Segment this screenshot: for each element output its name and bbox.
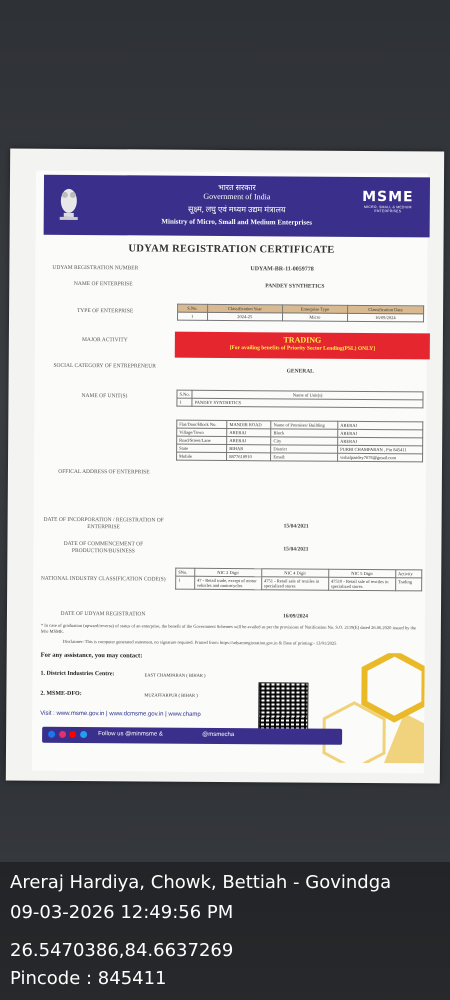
label-address: OFFICAL ADDRESS OF ENTERPRISE	[58, 468, 150, 476]
hexagon-decoration	[314, 653, 425, 764]
contact-dic-label: 1. District Industries Centre:	[40, 670, 115, 678]
nic-td-sno: 1	[176, 576, 195, 589]
address-cell: ARERAJ	[227, 429, 271, 437]
address-cell: State	[177, 444, 227, 452]
incorporation-value: 15/04/2021	[283, 523, 309, 530]
type-td-sno: 1	[178, 312, 208, 320]
type-th-date: Classification Date	[347, 305, 423, 314]
units-th-sno: S.No.	[177, 390, 192, 398]
nic-th-sno: SNo.	[176, 568, 195, 576]
activity-banner	[175, 332, 430, 360]
msme-logo	[356, 189, 420, 219]
disclaimer: Disclaimer: This is computer generated statement, no signature required. Printed from: https://udyamregistration.gov.in & Date of printing:- 13/01/2025	[62, 638, 337, 646]
nic-td-4: 4751 - Retail sale of textiles in specialized stores	[261, 577, 328, 590]
label-social-category: SOCIAL CATEGORY OF ENTREPRENEUR	[53, 362, 156, 370]
address-cell: Name of Premises/ Building	[271, 421, 338, 429]
type-th-year: Classification Year	[207, 304, 283, 313]
address-cell: ARERAJ	[338, 437, 423, 446]
social-icons	[48, 731, 89, 740]
ministry-name: Ministry of Micro, Small and Medium Enterprises	[161, 217, 313, 227]
label-reg-number: UDYAM REGISTRATION NUMBER	[52, 264, 139, 272]
address-cell: Email:	[271, 453, 338, 461]
type-th-sno: S.No.	[178, 304, 208, 312]
reg-number-value: UDYAM-BR-11-0059778	[250, 266, 314, 273]
units-td-name: PANDEY SYNTHETICS	[192, 398, 423, 408]
units-td-sno: 1	[177, 398, 192, 406]
follow-text-2: @msmecha	[202, 731, 235, 739]
nic-th-5: NIC 5 Digit	[328, 569, 395, 577]
enterprise-name-value: PANDEY SYNTHETICS	[265, 283, 325, 290]
address-cell: PURBI CHAMPARAN , Pin 845411	[338, 445, 423, 454]
address-cell: Mobile	[177, 452, 227, 460]
label-incorporation: DATE OF INCORPORATION / REGISTRATION OF ENTERPRISE	[43, 516, 164, 531]
hindi-ministry: सूक्ष्म, लघु एवं मध्यम उद्यम मंत्रालय	[187, 204, 286, 215]
hindi-country: भारत सरकार	[218, 182, 256, 193]
address-cell: Road/Street/Lane	[177, 436, 227, 444]
address-cell: ARERAJ	[338, 421, 423, 430]
address-cell: ARERAJ	[338, 429, 423, 438]
type-td-date: 16/09/2024	[347, 313, 423, 322]
certificate-title: UDYAM REGISTRATION CERTIFICATE	[128, 243, 335, 256]
geotag-address: Areraj Hardiya, Chowk, Bettiah - Govindga	[10, 872, 392, 893]
type-th-type: Enterprise Type	[283, 305, 348, 313]
address-cell: 8877618910	[227, 453, 271, 461]
activity-note: [For availing benefits of Priority Sector Lending(PSL) ONLY]	[229, 345, 376, 353]
msme-logo-subtext: MICRO, SMALL & MEDIUM ENTERPRISES	[363, 204, 412, 214]
table-row	[176, 576, 422, 591]
units-table	[176, 390, 423, 409]
contact-dfo-label: 2. MSME-DFO:	[40, 690, 82, 698]
type-td-year: 2024-25	[207, 312, 283, 321]
youtube-icon[interactable]	[69, 731, 76, 738]
certificate-paper	[6, 148, 444, 783]
table-row	[178, 312, 424, 322]
nic-th-2: NIC 2 Digit	[194, 568, 261, 576]
address-table	[176, 420, 423, 463]
contact-dfo-value: MUZAFFARPUR ( BIHAR )	[144, 692, 198, 698]
label-nic: NATIONAL INDUSTRY CLASSIFICATION CODE(S)	[40, 575, 166, 583]
address-cell: BIHAR	[227, 445, 271, 453]
label-type: TYPE OF ENTERPRISE	[76, 307, 134, 315]
label-enterprise-name: NAME OF ENTERPRISE	[73, 280, 133, 288]
nic-td-5: 47510 - Retail sale of textiles in specialized stores	[328, 577, 395, 590]
label-udyam-date: DATE OF UDYAM REGISTRATION	[60, 610, 146, 618]
label-units: NAME OF UNIT(S)	[81, 392, 128, 400]
geotag-caption	[0, 862, 450, 1000]
graduation-note: * In case of graduation (upward/reverse) of status of an enterprise, the benefit of the Government Schemes will be availed as per the provisions of Notification No. S.O. 2119(E) dated 26.06.2020 issued by the M/o MSME.	[40, 622, 417, 634]
visit-links[interactable]: Visit : www.msme.gov.in | www.dcmsme.gov.in | www.champ	[40, 710, 201, 718]
activity-main: TRADING	[283, 335, 322, 345]
address-cell: Block	[271, 429, 338, 437]
header-banner	[44, 175, 430, 238]
twitter-icon[interactable]	[80, 731, 87, 738]
address-cell: Village/Town	[177, 428, 227, 436]
country-name: Government of India	[203, 191, 271, 202]
nic-td-2: 47 - Retail trade, except of motor vehicles and motorcycles	[194, 576, 261, 589]
social-bar	[42, 727, 342, 745]
social-category-value: GENERAL	[286, 368, 314, 375]
label-major-activity: MAJOR ACTIVITY	[82, 336, 128, 344]
address-cell: District	[271, 445, 338, 453]
assistance-heading: For any assistance, you may contact:	[40, 651, 143, 660]
msme-logo-text: MSME	[362, 188, 414, 206]
follow-text-1: Follow us @minmsme &	[98, 731, 163, 738]
udyam-date-value: 16/09/2024	[282, 613, 309, 620]
nic-td-activity: Trading	[395, 578, 421, 591]
instagram-icon[interactable]	[59, 731, 66, 738]
facebook-icon[interactable]	[48, 731, 55, 738]
address-cell: ARERAJ	[227, 437, 271, 445]
address-cell: vishalpandey7676@gmail.com	[338, 453, 423, 462]
address-cell: MANDIR ROAD	[227, 421, 271, 429]
nic-table	[175, 568, 422, 592]
label-commencement: DATE OF COMMENCEMENT OF PRODUCTION/BUSINESS	[63, 540, 144, 555]
geotag-timestamp: 09-03-2026 12:49:56 PM	[10, 902, 234, 923]
contact-dic-value: EAST CHAMPARAN ( BIHAR )	[144, 672, 206, 678]
table-row	[177, 398, 423, 408]
type-td-type: Micro	[283, 313, 348, 321]
units-th-name: Name of Unit(s)	[192, 390, 423, 400]
address-cell: City	[271, 437, 338, 445]
address-cell: Flat/Door/Block No.	[177, 420, 227, 428]
nic-th-4: NIC 4 Digit	[261, 569, 328, 577]
nic-th-activity: Activity	[395, 570, 421, 578]
type-table	[177, 304, 424, 323]
geotag-coordinates: 26.5470386,84.6637269	[10, 940, 234, 961]
table-row	[177, 452, 423, 462]
geotag-pincode: Pincode : 845411	[10, 968, 167, 989]
commencement-value: 15/04/2021	[283, 546, 309, 553]
qr-code	[258, 682, 308, 732]
certificate	[32, 171, 428, 774]
